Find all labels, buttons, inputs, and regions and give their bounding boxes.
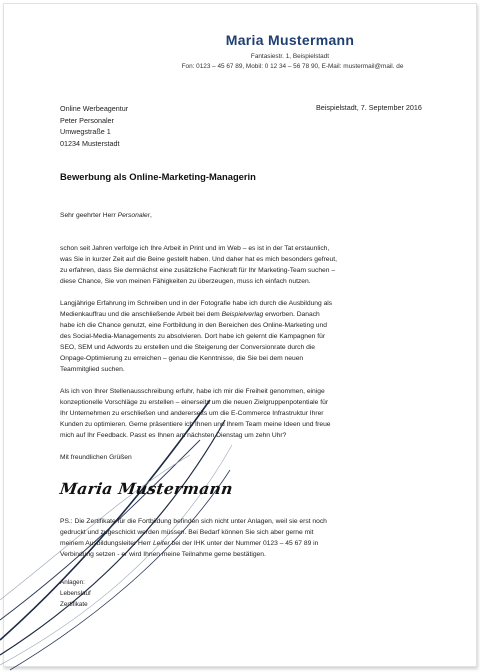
postscript-line bbox=[60, 538, 420, 549]
paragraph-3-line: mich auf Ihr Feedback. Passt es Ihnen am nächsten Dienstag um zehn Uhr? bbox=[60, 432, 287, 439]
paragraph-3-line: Kunden zu optimieren. Gerne präsentiere ich Ihnen und Ihrem Team meine Ideen und freue bbox=[60, 421, 331, 428]
contact-name: Leiter bbox=[152, 540, 170, 547]
postscript-line: PS.: Die Zertifikate für die Fortbildung befinden sich nicht unter Anlagen, weil sie erst noch bbox=[60, 518, 327, 525]
recipient-block bbox=[60, 103, 128, 149]
salutation-name: Personaler bbox=[117, 212, 150, 219]
letter-body bbox=[60, 210, 420, 463]
paragraph-2-line: Onpage-Optimierung zu erreichen – genau die Kenntnisse, die Sie bei dem neuen bbox=[60, 355, 304, 362]
letter-subject: Bewerbung als Online-Marketing-Managerin bbox=[60, 171, 256, 182]
recipient-line: Peter Personaler bbox=[60, 115, 114, 125]
attachments-label: Anlagen: bbox=[60, 579, 85, 586]
recipient-line: Umwegstraße 1 bbox=[60, 127, 111, 136]
paragraph-3-line: konzeptionelle Vorschläge zu erstellen – einerseits um die neuen Zielgruppenpotentiale für bbox=[60, 399, 329, 406]
paragraph-2-line: Teammitglied suchen. bbox=[60, 366, 125, 373]
attachment-item: Lebenslauf bbox=[60, 590, 91, 597]
postscript-line: gedruckt und zugeschickt werden müssen. Bei Bedarf können Sie sich aber gerne mit bbox=[60, 529, 314, 536]
paragraph-2-text: Medienkauffrau und die anschließende Arbeit bei dem bbox=[60, 311, 222, 318]
paragraph-2-text: erworben. Danach bbox=[263, 311, 320, 318]
paragraph-2-line: SEO, SEM und Adwords zu erstellen und die Steigerung der Conversionrate durch die bbox=[60, 344, 316, 351]
salutation-suffix: , bbox=[149, 212, 152, 219]
paragraph-2-line: Langjährige Erfahrung im Schreiben und in der Fotografie habe ich durch die Ausbildung als bbox=[60, 300, 333, 307]
postscript-line: Verbindung setzen - er wird Ihnen meine Teilnahme gerne bestätigen. bbox=[60, 551, 266, 558]
paragraph-2-line: des Social-Media-Managements zu absolvieren. Dort habe ich gelernt die Kampagnen für bbox=[60, 333, 326, 340]
letter-date: Beispielstadt, 7. September 2016 bbox=[316, 103, 422, 112]
paragraph-2-line bbox=[60, 309, 420, 320]
sender-address: Fantasiestr. 1, Beispielstadt bbox=[250, 53, 330, 60]
sender-name: Maria Mustermann bbox=[225, 32, 355, 48]
sender-contact: Fon: 0123 – 45 67 89, Mobil: 0 12 34 – 56 78 90, E-Mail: mustermail@mail. de bbox=[181, 63, 404, 70]
paragraph-1-line: diese Chance, Sie von meinen Fähigkeiten zu überzeugen, muss ich einfach nutzen. bbox=[60, 278, 311, 285]
paragraph-3-line: Als ich von Ihrer Stellenausschreibung erfuhr, habe ich mir die Freiheit genommen, einige bbox=[60, 388, 325, 395]
recipient-line: Online Werbeagentur bbox=[60, 104, 129, 113]
company-name: Beispielverlag bbox=[221, 311, 264, 318]
closing: Mit freundlichen Grüßen bbox=[60, 454, 132, 461]
salutation-prefix: Sehr geehrter Herr bbox=[60, 212, 118, 219]
paragraph-3-line: Ihr Unternehmen zu erschließen und andererseits um die E-Commerce Infrastruktur Ihrer bbox=[60, 410, 324, 417]
postscript-text: bei der IHK unter der Nummer 0123 – 45 67 89 in bbox=[169, 540, 319, 547]
paragraph-1-line: schon seit Jahren verfolge ich Ihre Arbeit in Print und im Web – es ist in der Tat erstaunlich, bbox=[60, 245, 330, 252]
paragraph-1-line: zu erfahren, dass Sie demnächst eine zusätzliche Fachkraft für Ihr Marketing-Team suchen – bbox=[60, 267, 336, 274]
paragraph-1-line: was Sie in kurzer Zeit auf die Beine gestellt haben. Und daher hat es mich besonders gefreut, bbox=[60, 256, 337, 263]
attachments bbox=[60, 577, 91, 610]
postscript-text: meinem Ausbildungsleiter Herr bbox=[60, 540, 153, 547]
handwritten-signature: Maria Mustermann bbox=[58, 479, 235, 498]
attachment-item: Zertifikate bbox=[60, 601, 88, 608]
paragraph-2-line: habe ich die Chance genutzt, eine Fortbildung in den Bereichen des Online-Marketing und bbox=[60, 322, 327, 329]
salutation bbox=[60, 210, 420, 221]
recipient-line: 01234 Musterstadt bbox=[60, 138, 120, 148]
postscript bbox=[60, 516, 420, 560]
